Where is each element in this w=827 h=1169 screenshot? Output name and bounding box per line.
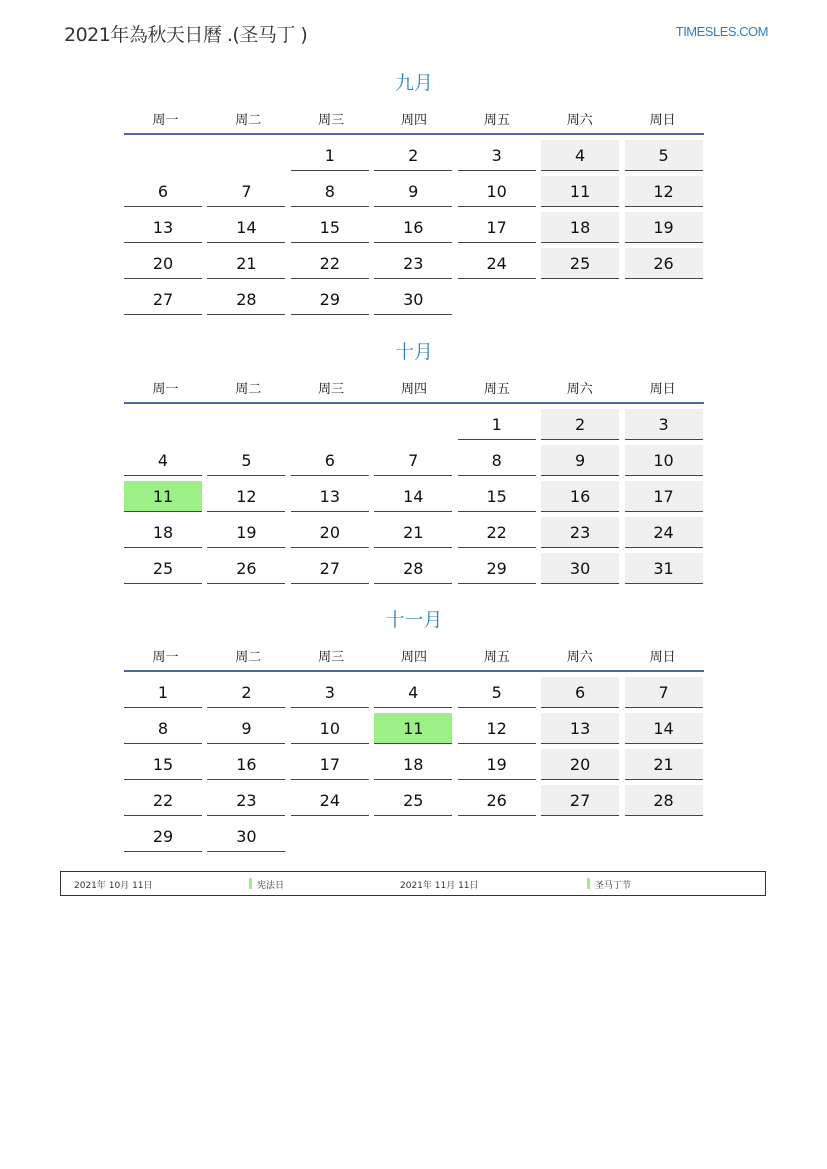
empty-cell bbox=[625, 821, 703, 852]
day-cell: 6 bbox=[291, 445, 369, 476]
week-row bbox=[124, 784, 704, 820]
week-row bbox=[124, 139, 704, 175]
week-row bbox=[124, 516, 704, 552]
empty-cell bbox=[625, 284, 703, 315]
day-cell: 15 bbox=[458, 481, 536, 512]
legend-holiday-marker bbox=[249, 878, 252, 889]
week-row bbox=[124, 211, 704, 247]
month-november bbox=[124, 605, 704, 856]
month-october bbox=[124, 337, 704, 588]
day-cell: 17 bbox=[625, 481, 703, 512]
week-row bbox=[124, 283, 704, 319]
day-cell: 3 bbox=[625, 409, 703, 440]
weekday-label: 周日 bbox=[649, 381, 676, 397]
day-cell: 27 bbox=[291, 553, 369, 584]
day-cell: 25 bbox=[374, 785, 452, 816]
month-september bbox=[124, 68, 704, 319]
day-cell: 7 bbox=[625, 677, 703, 708]
week-row bbox=[124, 444, 704, 480]
day-cell: 19 bbox=[458, 749, 536, 780]
day-cell: 12 bbox=[207, 481, 285, 512]
day-cell: 13 bbox=[541, 713, 619, 744]
holiday-legend bbox=[60, 871, 766, 896]
day-cell: 18 bbox=[374, 749, 452, 780]
day-cell: 1 bbox=[291, 140, 369, 171]
day-cell: 30 bbox=[374, 284, 452, 315]
week-row bbox=[124, 408, 704, 444]
weekday-header bbox=[124, 640, 704, 672]
weekday-label: 周一 bbox=[152, 649, 179, 665]
weekday-label: 周二 bbox=[235, 649, 262, 665]
weekday-header bbox=[124, 103, 704, 135]
empty-cell bbox=[374, 409, 452, 440]
day-cell: 9 bbox=[541, 445, 619, 476]
day-cell: 20 bbox=[124, 248, 202, 279]
day-cell: 18 bbox=[541, 212, 619, 243]
week-row bbox=[124, 175, 704, 211]
day-cell: 10 bbox=[291, 713, 369, 744]
day-cell: 18 bbox=[124, 517, 202, 548]
day-cell: 21 bbox=[374, 517, 452, 548]
day-cell: 12 bbox=[458, 713, 536, 744]
weekday-label: 周四 bbox=[401, 649, 428, 665]
weekday-label: 周日 bbox=[649, 112, 676, 128]
day-cell: 24 bbox=[625, 517, 703, 548]
day-cell: 28 bbox=[374, 553, 452, 584]
month-grid bbox=[124, 408, 704, 588]
weekday-label: 周五 bbox=[483, 649, 510, 665]
day-cell: 17 bbox=[458, 212, 536, 243]
day-cell: 14 bbox=[625, 713, 703, 744]
day-cell: 3 bbox=[291, 677, 369, 708]
day-cell: 25 bbox=[541, 248, 619, 279]
day-cell: 28 bbox=[207, 284, 285, 315]
legend-holiday-name: 宪法日 bbox=[257, 881, 285, 891]
month-grid bbox=[124, 676, 704, 856]
day-cell: 22 bbox=[291, 248, 369, 279]
day-cell: 5 bbox=[458, 677, 536, 708]
day-cell: 16 bbox=[541, 481, 619, 512]
week-row bbox=[124, 712, 704, 748]
legend-holiday-name: 圣马丁节 bbox=[595, 881, 632, 891]
day-cell: 22 bbox=[124, 785, 202, 816]
day-cell: 2 bbox=[541, 409, 619, 440]
day-cell: 29 bbox=[458, 553, 536, 584]
day-cell: 21 bbox=[625, 749, 703, 780]
legend-date: 2021年 11月 11日 bbox=[400, 881, 479, 891]
day-cell: 2 bbox=[207, 677, 285, 708]
week-row bbox=[124, 820, 704, 856]
day-cell: 27 bbox=[541, 785, 619, 816]
page-title: 2021年為秋天日曆 .(圣马丁 ) bbox=[64, 24, 308, 46]
day-cell: 19 bbox=[625, 212, 703, 243]
day-cell: 4 bbox=[124, 445, 202, 476]
day-cell: 5 bbox=[207, 445, 285, 476]
day-cell: 26 bbox=[625, 248, 703, 279]
weekday-label: 周五 bbox=[483, 381, 510, 397]
holiday-day-cell: 11 bbox=[124, 481, 202, 512]
day-cell: 26 bbox=[458, 785, 536, 816]
day-cell: 24 bbox=[458, 248, 536, 279]
day-cell: 6 bbox=[124, 176, 202, 207]
day-cell: 22 bbox=[458, 517, 536, 548]
holiday-day-cell: 11 bbox=[374, 713, 452, 744]
weekday-label: 周四 bbox=[401, 381, 428, 397]
day-cell: 30 bbox=[207, 821, 285, 852]
day-cell: 23 bbox=[541, 517, 619, 548]
month-title: 十月 bbox=[394, 341, 433, 363]
month-title: 九月 bbox=[394, 72, 433, 94]
day-cell: 7 bbox=[207, 176, 285, 207]
weekday-label: 周日 bbox=[649, 649, 676, 665]
day-cell: 31 bbox=[625, 553, 703, 584]
day-cell: 19 bbox=[207, 517, 285, 548]
day-cell: 14 bbox=[374, 481, 452, 512]
empty-cell bbox=[207, 140, 285, 171]
day-cell: 14 bbox=[207, 212, 285, 243]
week-row bbox=[124, 748, 704, 784]
day-cell: 21 bbox=[207, 248, 285, 279]
empty-cell bbox=[458, 284, 536, 315]
weekday-label: 周三 bbox=[318, 381, 345, 397]
day-cell: 15 bbox=[291, 212, 369, 243]
day-cell: 17 bbox=[291, 749, 369, 780]
day-cell: 29 bbox=[291, 284, 369, 315]
day-cell: 13 bbox=[291, 481, 369, 512]
day-cell: 15 bbox=[124, 749, 202, 780]
day-cell: 16 bbox=[374, 212, 452, 243]
empty-cell bbox=[541, 821, 619, 852]
week-row bbox=[124, 552, 704, 588]
month-grid bbox=[124, 139, 704, 319]
day-cell: 23 bbox=[374, 248, 452, 279]
day-cell: 5 bbox=[625, 140, 703, 171]
legend-holiday-marker bbox=[587, 878, 590, 889]
legend-date: 2021年 10月 11日 bbox=[74, 881, 153, 891]
weekday-header bbox=[124, 372, 704, 404]
day-cell: 9 bbox=[207, 713, 285, 744]
day-cell: 7 bbox=[374, 445, 452, 476]
day-cell: 29 bbox=[124, 821, 202, 852]
day-cell: 12 bbox=[625, 176, 703, 207]
day-cell: 10 bbox=[458, 176, 536, 207]
weekday-label: 周六 bbox=[566, 649, 593, 665]
day-cell: 4 bbox=[541, 140, 619, 171]
empty-cell bbox=[124, 140, 202, 171]
day-cell: 20 bbox=[291, 517, 369, 548]
day-cell: 9 bbox=[374, 176, 452, 207]
day-cell: 25 bbox=[124, 553, 202, 584]
day-cell: 4 bbox=[374, 677, 452, 708]
day-cell: 8 bbox=[291, 176, 369, 207]
day-cell: 11 bbox=[541, 176, 619, 207]
empty-cell bbox=[124, 409, 202, 440]
day-cell: 1 bbox=[458, 409, 536, 440]
week-row bbox=[124, 480, 704, 516]
day-cell: 23 bbox=[207, 785, 285, 816]
empty-cell bbox=[458, 821, 536, 852]
weekday-label: 周六 bbox=[566, 112, 593, 128]
day-cell: 13 bbox=[124, 212, 202, 243]
empty-cell bbox=[374, 821, 452, 852]
weekday-label: 周二 bbox=[235, 112, 262, 128]
empty-cell bbox=[207, 409, 285, 440]
day-cell: 28 bbox=[625, 785, 703, 816]
empty-cell bbox=[291, 409, 369, 440]
day-cell: 2 bbox=[374, 140, 452, 171]
weekday-label: 周三 bbox=[318, 649, 345, 665]
site-logo[interactable]: TIMESLES.COM bbox=[675, 24, 768, 39]
weekday-label: 周四 bbox=[401, 112, 428, 128]
weekday-label: 周二 bbox=[235, 381, 262, 397]
day-cell: 8 bbox=[458, 445, 536, 476]
day-cell: 16 bbox=[207, 749, 285, 780]
month-title: 十一月 bbox=[385, 609, 443, 631]
empty-cell bbox=[291, 821, 369, 852]
day-cell: 8 bbox=[124, 713, 202, 744]
day-cell: 10 bbox=[625, 445, 703, 476]
day-cell: 24 bbox=[291, 785, 369, 816]
day-cell: 26 bbox=[207, 553, 285, 584]
weekday-label: 周三 bbox=[318, 112, 345, 128]
day-cell: 27 bbox=[124, 284, 202, 315]
empty-cell bbox=[541, 284, 619, 315]
weekday-label: 周六 bbox=[566, 381, 593, 397]
day-cell: 6 bbox=[541, 677, 619, 708]
week-row bbox=[124, 676, 704, 712]
weekday-label: 周一 bbox=[152, 112, 179, 128]
weekday-label: 周五 bbox=[483, 112, 510, 128]
day-cell: 20 bbox=[541, 749, 619, 780]
day-cell: 1 bbox=[124, 677, 202, 708]
day-cell: 30 bbox=[541, 553, 619, 584]
weekday-label: 周一 bbox=[152, 381, 179, 397]
day-cell: 3 bbox=[458, 140, 536, 171]
week-row bbox=[124, 247, 704, 283]
